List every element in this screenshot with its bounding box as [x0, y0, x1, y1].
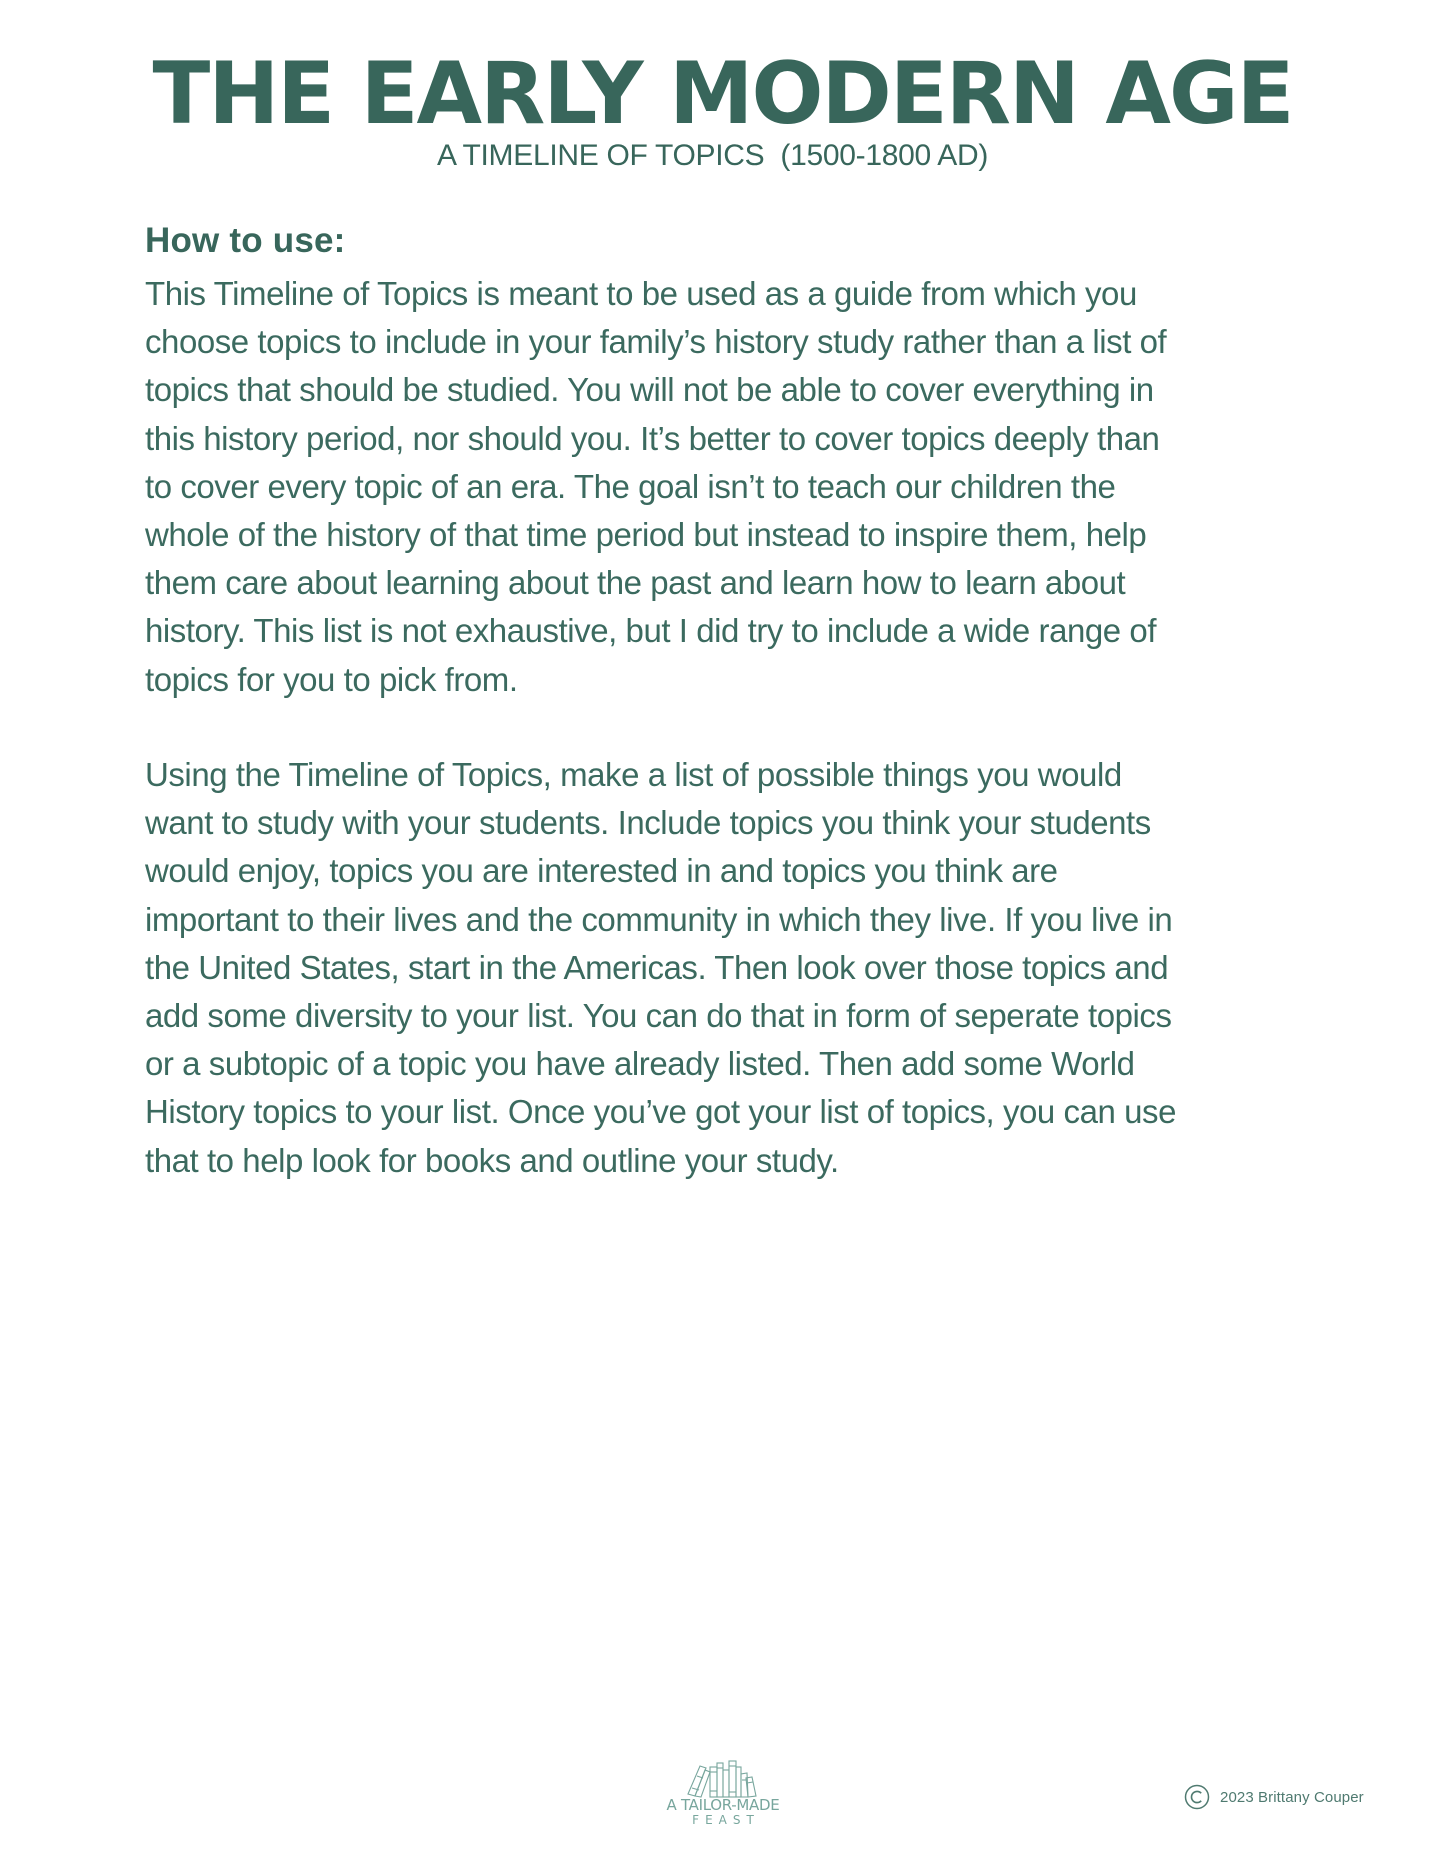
- text-line: would enjoy, topics you are interested in and topics you think are: [145, 852, 1058, 890]
- brand-logo: [648, 1755, 798, 1835]
- text-line: Using the Timeline of Topics, make a list of possible things you would: [145, 756, 1122, 793]
- paragraph-instructions: [145, 751, 1176, 1185]
- page-subtitle: A TIMELINE OF TOPICS (1500-1800 AD): [436, 139, 989, 172]
- text-line: or a subtopic of a topic you have already listed. Then add some World: [145, 1045, 1135, 1083]
- books-icon: [686, 1758, 762, 1798]
- page-title: THE EARLY MODERN AGE: [152, 44, 1293, 144]
- text-line: topics that should be studied. You will not be able to cover everything in: [145, 371, 1154, 409]
- logo-subname: FEAST: [692, 1813, 760, 1827]
- paragraph-intro: [145, 270, 1166, 704]
- section-heading: How to use:: [145, 221, 346, 260]
- copyright-text: 2023 Brittany Couper: [1220, 1788, 1364, 1806]
- text-line: History topics to your list. Once you’ve got your list of topics, you can use: [145, 1093, 1176, 1131]
- text-line: whole of the history of that time period but instead to inspire them, help: [145, 515, 1147, 553]
- text-line: choose topics to include in your family’s history study rather than a list of: [145, 323, 1167, 361]
- text-line: the United States, start in the Americas. Then look over those topics and: [145, 948, 1169, 986]
- text-line: history. This list is not exhaustive, but I did try to include a wide range of: [145, 612, 1157, 650]
- text-line: topics for you to pick from.: [145, 660, 518, 698]
- text-line: want to study with your students. Include topics you think your students: [145, 804, 1151, 842]
- logo-name: A TAILOR-MADE: [666, 1796, 780, 1814]
- text-line: this history period, nor should you. It’s better to cover topics deeply than: [145, 419, 1160, 457]
- text-line: to cover every topic of an era. The goal isn’t to teach our children the: [145, 467, 1116, 505]
- text-line: important to their lives and the community in which they live. If you live in: [145, 900, 1173, 938]
- text-line: that to help look for books and outline your study.: [145, 1141, 839, 1179]
- text-line: This Timeline of Topics is meant to be used as a guide from which you: [145, 275, 1137, 312]
- text-line: them care about learning about the past and learn how to learn about: [145, 564, 1126, 602]
- text-line: add some diversity to your list. You can do that in form of seperate topics: [145, 996, 1172, 1034]
- copyright-notice: [1184, 1784, 1364, 1810]
- copyright-icon: [1184, 1784, 1210, 1810]
